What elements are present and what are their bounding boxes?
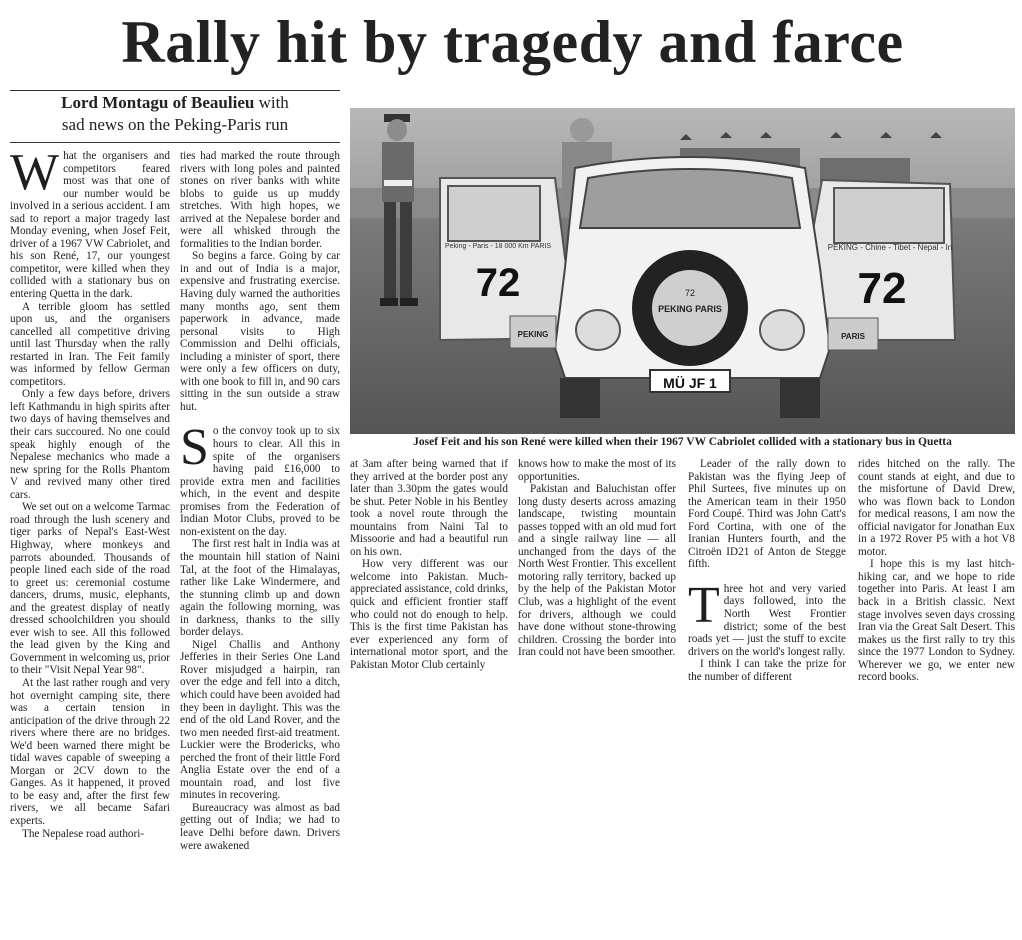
paragraph: Bureaucracy was almost as bad getting out of India; we had to leave Delhi before dawn. Drivers were awakened — [180, 801, 340, 852]
paragraph: Pakistan and Baluchistan offer long dusty deserts across amazing landscape, twisting mountain passes topped with an old mud fort and a single railway line — all unchanged from the days of the North West Frontier. This excellent motoring rally territory, backed up by the help of the Pakistan Motor Club, was a highlight of the event for drivers, although we could have done without stone-throwing children. Crossing the border into Iran could not have been smoother. — [518, 483, 676, 659]
tyre-number: 72 — [684, 288, 696, 298]
drop-cap: T — [688, 576, 720, 634]
paragraph: A terrible gloom has settled upon us, and the organisers cancelled all competitive driving until last Thursday when the rally restarted in Iran. The Feit family was informed by fellow German competitors. — [10, 300, 170, 388]
headline: Rally hit by tragedy and farce — [121, 9, 904, 75]
rally-photo — [350, 108, 1015, 434]
byline-with: with — [254, 93, 289, 112]
drop-cap: W — [10, 144, 60, 201]
tyre-label: PEKING PARIS — [658, 304, 722, 314]
article-column-6 — [858, 458, 1015, 684]
paragraph: The first rest halt in India was at the mountain hill station of Naini Tal, at the foot of the Himalayas, rather like Lake Windermere, and the stunning climb up and down again the following morning, was in darkness, thanks to the silly border delays. — [180, 538, 340, 639]
license-plate: MÜ JF 1 — [663, 375, 717, 391]
article-column-1 — [10, 144, 171, 840]
article-column-4 — [518, 458, 676, 659]
vw-cabriolet-image — [350, 108, 1015, 434]
byline — [10, 92, 340, 136]
paragraph: We set out on a welcome Tarmac road through the lush scenery and tiger parks of Nepal's East-West Highway, where monkeys and parrots abounded. Thousands of people lined each side of the road to greet us: ceremonial costume dancers, drums, music, elephants, and the greatest display of neatly dressed schoolchildren you should ever wish to see. All this followed the lead given by the King and Government in welcoming us, prior to their "Visit Nepal Year 98". — [10, 501, 171, 677]
car-number-right: 72 — [857, 264, 907, 313]
byline-rule-bottom — [10, 142, 340, 143]
paragraph: So begins a farce. Going by car in and out of India is a major, expensive and frustrating exercise. Having duly warned the authorities many months ago, sent them paperwork in advance, made personal visits to High Commission and Delhi officials, including a minister of sport, there were only a few officers on duty, with one book to fill in, and 90 cars sitting in the sun outside a straw hut. — [180, 250, 340, 413]
paragraph: At the last rather rough and very hot overnight camping site, there was a certain tension in anticipation of the drive through 22 rivers where there are no bridges. We'd been warned there might be tidal waves capable of sweeping a Morgan or 2CV down to the Ganges. As it happened, it proved to be easy and, after the first few rivers, we all became Safari experts. — [10, 676, 170, 827]
paragraph: rides hitched on the rally. The count stands at eight, and due to the misfortune of David Drew, who was flown back to London for medical reasons, I am now the official navigator for Jonathan Eux in a 1972 Rover P5 with a hot V8 motor. — [858, 458, 1015, 558]
paragraph: Leader of the rally down to Pakistan was the flying Jeep of Phil Surtees, five minutes up on the American team in their 1950 Ford Coupé. Third was John Catt's Ford Cortina, with one of the Iranian Hunters fourth, and the Citroën ID21 of Anton de Stegge fifth. — [688, 458, 846, 571]
photo-caption: Josef Feit and his son René were killed when their 1967 VW Cabriolet collided with a stationary bus in Quetta — [413, 436, 952, 448]
paragraph: So the convoy took up to six hours to clear. All this in spite of the organisers having paid £16,000 to provide extra men and facilities which, in the event and despite promises from the Federation of Indian Motor Clubs, proved to be non-existent on the day. — [180, 419, 340, 538]
paragraph: at 3am after being warned that if they arrived at the border post any later than 3.30pm the gates would be shut. Peter Noble in his Bentley took a novel route through the mountains from Naini Tal to Missoorie and had a beautiful run on his own. — [350, 458, 508, 558]
door-text-left: Peking - Paris - 18 000 Km PARIS — [444, 243, 552, 250]
byline-author: Lord Montagu of Beaulieu — [61, 93, 255, 112]
paragraph: Only a few days before, drivers left Kathmandu in high spirits after two days of having themselves and their cars succoured. No one could speak highly enough of the Nepalese mechanics who made a new spring for the Rolls Phantom V and revived many other tired cars. — [10, 388, 170, 501]
car-number-left: 72 — [475, 261, 521, 305]
door-text-right: PEKING - Chine - Tibet - Nepal - In — [827, 243, 953, 252]
drop-cap: S — [180, 419, 209, 477]
article-column-2 — [180, 150, 340, 852]
article-column-3 — [350, 458, 508, 671]
paragraph: ties had marked the route through rivers with long poles and painted stones on river banks with white blobs to guide us up muddy stretches. With high hopes, we arrived at the Nepalese border and were all whisked through the formalities to the Indian border. — [180, 150, 340, 250]
article-column-5 — [688, 458, 846, 683]
paragraph: knows how to make the most of its opportunities. — [518, 458, 676, 483]
panel-label-right: PARIS — [841, 332, 865, 341]
byline-subtitle: sad news on the Peking-Paris run — [61, 115, 289, 134]
byline-rule-top — [10, 90, 340, 91]
paragraph: I think I can take the prize for the number of different — [688, 658, 846, 683]
paragraph: Nigel Challis and Anthony Jefferies in their Series One Land Rover misjudged a hairpin, ran over the edge and fell into a ditch, which could have been avoided had they been in daylight. This was the end of the old Land Rover, and the two men needed first-aid treatment. Luckier were the Brodericks, who perched the front of their little Ford Anglia Estate over the end of a mountain road, and lost five minutes in recovering. — [180, 638, 340, 802]
paragraph: How very different was our welcome into Pakistan. Much-appreciated assistance, cold drinks, quick and efficient frontier staff who could not do enough to help. This is the first time Pakistan has ever experienced any form of international motor sport, and the Pakistan Motor Club certainly — [350, 558, 508, 671]
paragraph: What the organisers and competitors feared most was that one of our number would be involved in a serious accident. I am sad to report a major tragedy last Monday evening, when Josef Feit, driver of a 1967 VW Cabriolet, and his son René, 17, our youngest competitor, were killed when they collided with a stationary bus on entering Quetta in the dark. — [10, 144, 170, 301]
panel-label-left: PEKING — [517, 330, 549, 339]
paragraph: The Nepalese road authori- — [22, 827, 145, 840]
paragraph: I hope this is my last hitch-hiking car, and we hope to ride together into Paris. At least I am back in a British classic. Next stage involves seven days crossing Iran via the Great Salt Desert. This makes us the first rally to try this since the 1977 London to Sydney. Wherever we go, we enter new record books. — [858, 558, 1015, 684]
paragraph: Three hot and very varied days followed, into the North West Frontier district; some of the best roads yet — just the stuff to excite drivers on the world's longest rally. — [688, 576, 846, 658]
